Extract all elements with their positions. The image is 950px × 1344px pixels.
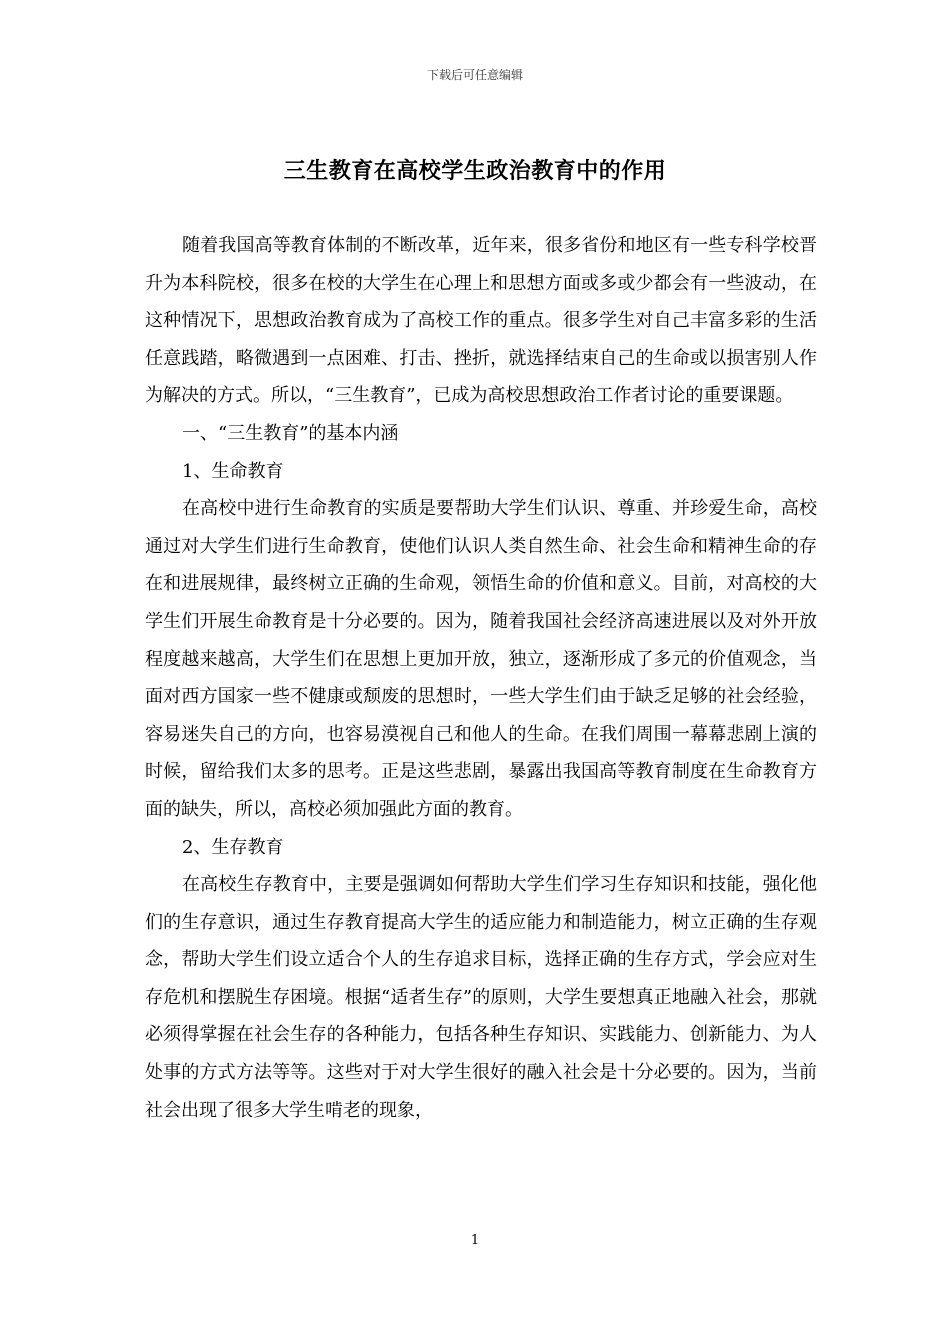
document-title: 三生教育在高校学生政治教育中的作用 [283,158,667,184]
header-note: 下载后可任意编辑 [426,68,523,82]
page-number: 1 [470,1233,480,1248]
life-education-paragraph: 在高校中进行生命教育的实质是要帮助大学生们认识、尊重、并珍爱生命，高校通过对大学生们进行生命教育，使他们认识人类自然生命、社会生命和精神生命的存在和进展规律，最终树立正确的生命观，领悟生命的价值和意义。目前，对高校的大学生们开展生命教育是十分必要的。因为，随着我国社会经济高速进展以及对外开放程度越来越高，大学生们在思想上更加开放，独立，逐渐形成了多元的价值观念，当面对西方国家一些不健康或颓废的思想时，一些大学生们由于缺乏足够的社会经验，容易迷失自己的方向，也容易漠视自己和他人的生命。在我们周围一幕幕悲剧上演的时候，留给我们太多的思考。正是这些悲剧，暴露出我国高等教育制度在生命教育方面的缺失，所以，高校必须加强此方面的教育。 [145,498,817,820]
subsection-heading-life-education: 1、生命教育 [182,460,284,482]
survival-education-paragraph: 在高校生存教育中，主要是强调如何帮助大学生们学习生存知识和技能，强化他们的生存意识，通过生存教育提高大学生的适应能力和制造能力，树立正确的生存观念，帮助大学生们设立适合个人的生存追求目标，选择正确的生存方式，学会应对生存危机和摆脱生存困境。根据“适者生存”的原则，大学生要想真正地融入社会，那就必须得掌握在社会生存的各种能力，包括各种生存知识、实践能力、创新能力、为人处事的方式方法等等。这些对于对大学生很好的融入社会是十分必要的。因为，当前社会出现了很多大学生啃老的现象， [145,874,817,1121]
document-body [145,227,817,1129]
section-heading-basic-connotation: 一、“三生教育”的基本内涵 [182,422,399,444]
intro-paragraph: 随着我国高等教育体制的不断改革，近年来，很多省份和地区有一些专科学校晋升为本科院校，很多在校的大学生在心理上和思想方面或多或少都会有一些波动，在这种情况下，思想政治教育成为了高校工作的重点。很多学生对自己丰富多彩的生活任意践踏，略微遇到一点困难、打击、挫折，就选择结束自己的生命或以损害别人作为解决的方式。所以，“三生教育”，已成为高校思想政治工作者讨论的重要课题。 [145,235,817,407]
subsection-heading-survival-education: 2、生存教育 [182,836,284,858]
